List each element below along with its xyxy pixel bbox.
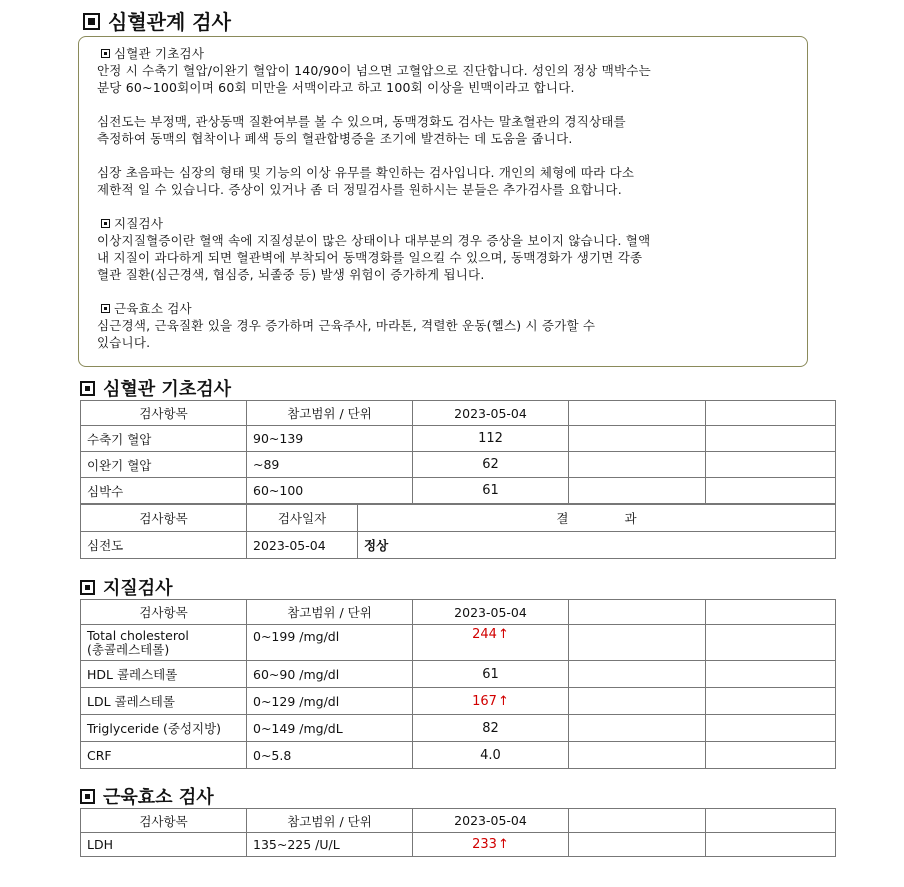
value-cell: 4.0 — [413, 742, 569, 769]
info-cardio-title: 심혈관 기초검사 — [97, 45, 787, 62]
ref-cell: 0~199 /mg/dl — [247, 625, 413, 661]
table-header-row — [81, 505, 836, 532]
item-cell: Triglyceride (중성지방) — [81, 715, 247, 742]
result-cell: 정상 — [358, 532, 836, 559]
filled-square-icon — [80, 789, 95, 804]
value-cell: 112 — [413, 426, 569, 452]
ref-cell: 135~225 /U/L — [247, 833, 413, 857]
item-cell: Total cholesterol (총콜레스테롤) — [81, 625, 247, 661]
ecg-table — [80, 504, 836, 559]
table-row — [81, 532, 836, 559]
item-cell: 이완기 혈압 — [81, 452, 247, 478]
table-row — [81, 661, 836, 688]
table-row — [81, 688, 836, 715]
ref-cell: 0~129 /mg/dl — [247, 688, 413, 715]
ref-cell: 60~100 — [247, 478, 413, 504]
header-ref: 참고범위 / 단위 — [247, 809, 413, 833]
empty-cell — [569, 661, 706, 688]
table-row — [81, 625, 836, 661]
filled-square-icon — [101, 49, 110, 58]
header-item: 검사항목 — [81, 600, 247, 625]
up-arrow-icon: ↑ — [497, 693, 509, 709]
empty-cell — [706, 688, 836, 715]
info-paragraph-cardio: 안정 시 수축기 혈압/이완기 혈압이 140/90이 넘으면 고혈압으로 진단합니다. 성인의 정상 맥박수는 분당 60~100회이며 60회 미만을 서맥이라고 하고 100회 이상을 빈맥이라고 합니다. — [97, 63, 651, 95]
empty-cell — [569, 715, 706, 742]
filled-square-icon — [80, 580, 95, 595]
info-paragraph-echo: 심장 초음파는 심장의 형태 및 기능의 이상 유무를 확인하는 검사입니다. 개인의 체형에 따라 다소 제한적 일 수 있습니다. 증상이 있거나 좀 더 정밀검사를 원하시는 분들은 추가검사를 요합니다. — [97, 165, 635, 197]
up-arrow-icon: ↑ — [497, 837, 509, 852]
value-cell: 244↑ — [413, 625, 569, 661]
header-item: 검사항목 — [81, 401, 247, 426]
header-ref: 참고범위 / 단위 — [247, 401, 413, 426]
header-item: 검사항목 — [81, 809, 247, 833]
value-cell: 62 — [413, 452, 569, 478]
value-cell: 82 — [413, 715, 569, 742]
empty-cell — [706, 715, 836, 742]
table-row — [81, 833, 836, 857]
filled-square-icon — [101, 219, 110, 228]
lipid-heading: 지질검사 — [80, 574, 173, 600]
empty-cell — [706, 600, 836, 625]
info-muscle-title: 근육효소 검사 — [97, 300, 787, 317]
item-cell: 심박수 — [81, 478, 247, 504]
item-cell: LDL 콜레스테롤 — [81, 688, 247, 715]
empty-cell — [569, 809, 706, 833]
cardio-heading: 심혈관 기초검사 — [80, 375, 231, 401]
table-row — [81, 478, 836, 504]
value-cell: 233↑ — [413, 833, 569, 857]
empty-cell — [569, 600, 706, 625]
empty-cell — [706, 426, 836, 452]
table-header-row — [81, 401, 836, 426]
muscle-heading: 근육효소 검사 — [80, 783, 214, 809]
empty-cell — [569, 478, 706, 504]
empty-cell — [569, 452, 706, 478]
empty-cell — [569, 401, 706, 426]
ref-cell: 90~139 — [247, 426, 413, 452]
info-box — [78, 36, 808, 367]
empty-cell — [706, 742, 836, 769]
filled-square-icon — [101, 304, 110, 313]
ref-cell: ~89 — [247, 452, 413, 478]
empty-cell — [706, 833, 836, 857]
item-cell: CRF — [81, 742, 247, 769]
table-row — [81, 715, 836, 742]
filled-square-icon — [80, 381, 95, 396]
ref-cell: 60~90 /mg/dl — [247, 661, 413, 688]
value-cell: 167↑ — [413, 688, 569, 715]
date-cell: 2023-05-04 — [247, 532, 358, 559]
item-cell: LDH — [81, 833, 247, 857]
empty-cell — [706, 401, 836, 426]
item-cell: 수축기 혈압 — [81, 426, 247, 452]
ref-cell: 0~149 /mg/dL — [247, 715, 413, 742]
info-lipid-title: 지질검사 — [97, 215, 787, 232]
header-ref: 참고범위 / 단위 — [247, 600, 413, 625]
empty-cell — [569, 742, 706, 769]
header-date: 2023-05-04 — [413, 600, 569, 625]
table-header-row — [81, 809, 836, 833]
header-result: 결 과 — [358, 505, 836, 532]
table-row — [81, 452, 836, 478]
empty-cell — [706, 661, 836, 688]
empty-cell — [569, 426, 706, 452]
header-date: 2023-05-04 — [413, 809, 569, 833]
page-title-text: 심혈관계 검사 — [108, 10, 231, 34]
empty-cell — [706, 478, 836, 504]
empty-cell — [706, 452, 836, 478]
header-item: 검사항목 — [81, 505, 247, 532]
header-date: 2023-05-04 — [413, 401, 569, 426]
filled-square-icon — [83, 13, 100, 30]
muscle-table — [80, 808, 836, 857]
lipid-table — [80, 599, 836, 769]
empty-cell — [706, 625, 836, 661]
empty-cell — [706, 809, 836, 833]
page-title — [83, 6, 231, 35]
info-paragraph-muscle: 심근경색, 근육질환 있을 경우 증가하며 근육주사, 마라톤, 격렬한 운동(헬스) 시 증가할 수 있습니다. — [97, 318, 596, 350]
empty-cell — [569, 688, 706, 715]
empty-cell — [569, 833, 706, 857]
ref-cell: 0~5.8 — [247, 742, 413, 769]
empty-cell — [569, 625, 706, 661]
table-row — [81, 742, 836, 769]
info-paragraph-ecg: 심전도는 부정맥, 관상동맥 질환여부를 볼 수 있으며, 동맥경화도 검사는 말초혈관의 경직상태를 측정하여 동맥의 협착이나 폐색 등의 혈관합병증을 조기에 발견하는 데 도움을 줍니다. — [97, 114, 626, 146]
table-row — [81, 426, 836, 452]
item-cell: 심전도 — [81, 532, 247, 559]
up-arrow-icon: ↑ — [497, 627, 509, 642]
header-date: 검사일자 — [247, 505, 358, 532]
cardio-table — [80, 400, 836, 504]
value-cell: 61 — [413, 478, 569, 504]
value-cell: 61 — [413, 661, 569, 688]
item-cell: HDL 콜레스테롤 — [81, 661, 247, 688]
table-header-row — [81, 600, 836, 625]
info-paragraph-lipid: 이상지질혈증이란 혈액 속에 지질성분이 많은 상태이나 대부분의 경우 증상을 보이지 않습니다. 혈액 내 지질이 과다하게 되면 혈관벽에 부착되어 동맥경화를 일으킬 수 있으며, 동맥경화가 생기면 각종 혈관 질환(심근경색, 협심증, 뇌졸중 등) 발생 위험이 증가하게 됩니다. — [97, 233, 651, 282]
